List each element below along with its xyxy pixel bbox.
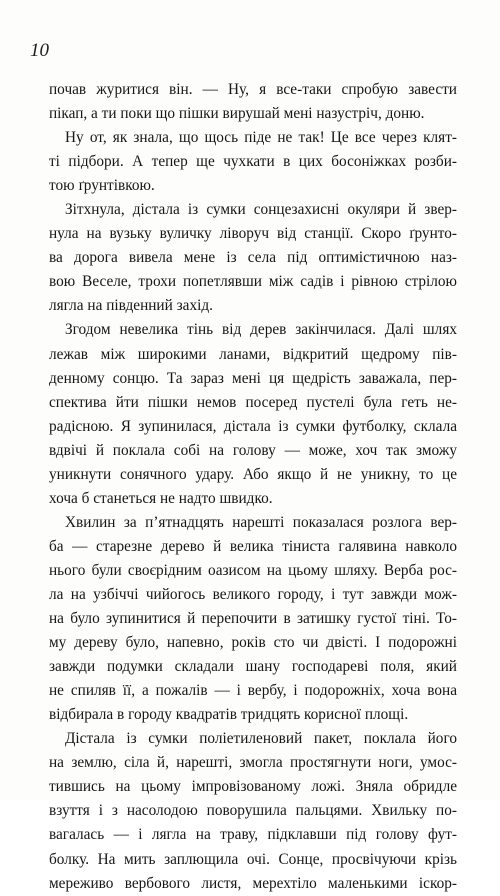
body-text [49,78,457,896]
page-number: 10 [30,40,49,61]
text-line: лежав між широкими ланами, відкритий щедрому пів- [49,345,457,363]
text-line: ла на узбіччі чийогось великого городу, і тут завжди мож- [49,585,457,603]
text-line: почав журитися він. — Ну, я все-таки спробую завести [49,81,457,98]
text-line: вдвічі й поклала собі на голову — може, хоч так зможу [49,441,457,459]
text-line: вагалась — і лягла на траву, підклавши під голову фут- [49,826,457,844]
text-line: ті підбори. А тепер ще чухкати в цих босоніжках розби- [49,153,457,171]
text-line: уникнути сонячного удару. Або якщо й не уникну, то це [49,465,457,483]
text-line: болку. На мить заплющила очі. Сонце, просвічуючи крізь [49,850,457,868]
text-line: денному сонцю. Та зараз мені ця щедрість заважала, пер- [49,369,457,387]
text-line: завжди подумки складали шану господареві поля, який [49,658,457,676]
text-line: тою ґрунтівкою. [49,177,155,195]
text-line: лягла на південний захід. [49,297,213,315]
text-line: нього були своєрідним оазисом на цьому шляху. Верба рос- [49,561,457,579]
text-line: пікап, а ти поки що пішки вирушай мені назустріч, доню. [49,105,425,123]
paragraph [49,318,457,510]
paragraph [49,727,457,895]
text-line: ба — старезне дерево й велика тіниста галявина навколо [49,537,457,555]
text-line: Згодом невелика тінь від дерев закінчилася. Далі шлях [65,321,457,339]
text-line: Ну от, як знала, що щось піде не так! Це все через клят- [65,129,457,147]
text-line: взуття і з насолодою поворушила пальцями. Хвильку по- [49,802,457,820]
text-line: відбирала в городу квадратів тридцять корисної площі. [49,706,409,724]
text-line: Зітхнула, дістала із сумки сонцезахисні окуляри й звер- [65,201,457,219]
text-line: мереживо вербового листя, мерехтіло маленькими іскор- [49,874,457,892]
text-line: тившись на цьому імпровізованому ложі. Зняла обридле [49,778,457,796]
paragraph [49,78,457,126]
text-line: вою Веселе, трохи попетлявши між садів і рівною стрілою [49,273,457,291]
text-line: нула на вузьку вуличку ліворуч від станції. Скоро ґрунто- [49,225,457,243]
text-line: Хвилин за п’ятнадцять нарешті показалася розлога вер- [65,513,457,531]
text-line: спектива йти пішки немов посеред пустелі була геть не- [49,393,457,411]
text-line: на землю, сіла й, нарешті, змогла простягнути ноги, умос- [49,754,457,772]
text-line: на було зупинитися й перепочити в затишку густої тіні. То- [49,610,457,628]
paragraph [49,126,457,198]
text-line: ва дорога вивела мене із села під оптимістичною наз- [49,249,457,267]
paragraph [49,198,457,318]
paragraph [49,511,457,727]
text-line: не спиляв її, а пожалів — і вербу, і подорожніх, хоча вона [49,682,457,700]
text-line: хоча б станеться не надто швидко. [49,489,273,507]
text-line: му дереву було, напевно, років сто чи двісті. І подорожні [49,634,457,652]
text-line: радісною. Я зупинилася, дістала із сумки футболку, склала [49,417,457,435]
text-line: Дістала із сумки поліетиленовий пакет, поклала його [65,730,457,748]
